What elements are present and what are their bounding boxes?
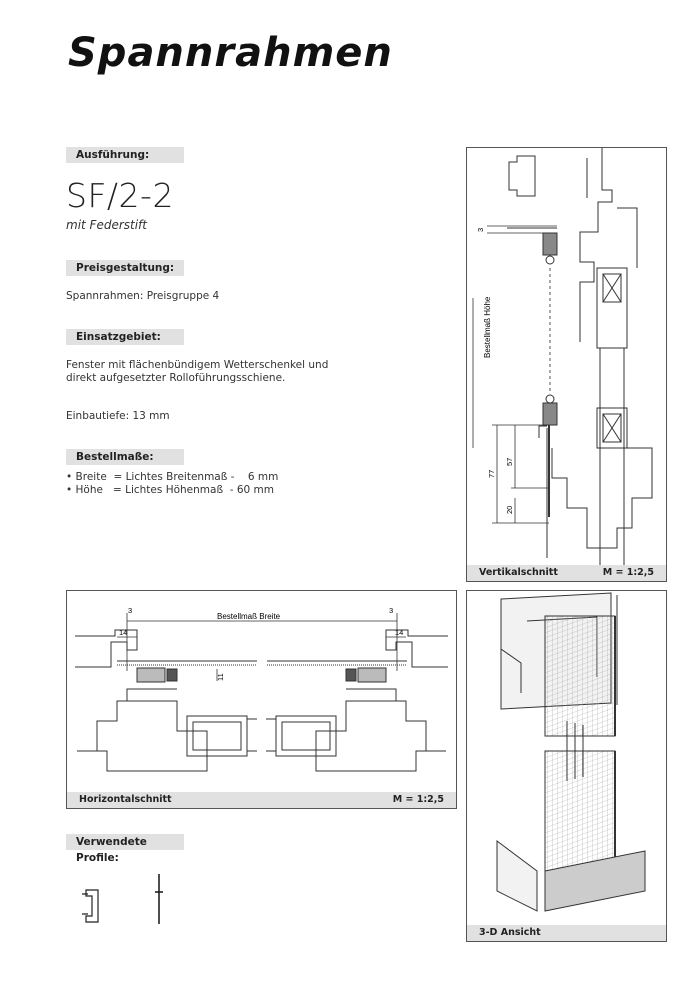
section-bestellmasse: Bestellmaße: (66, 449, 184, 465)
section-einsatzgebiet: Einsatzgebiet: (66, 329, 184, 345)
dim-77: 77 (487, 469, 496, 478)
horizontal-section-caption (67, 792, 456, 808)
dim-20: 20 (505, 505, 514, 514)
vertical-section-panel (466, 147, 667, 582)
model-subtitle: mit Federstift (66, 218, 147, 232)
profile-pin-icon (155, 874, 163, 924)
view-3d-caption-label: 3-D Ansicht (479, 927, 541, 938)
vertical-section-drawing (467, 148, 666, 565)
horizontal-scale: M = 1:2,5 (392, 794, 444, 805)
dim-3-right: 3 (389, 606, 394, 615)
horizontal-section-panel (66, 590, 457, 809)
einsatz-text: Fenster mit flächenbündigem Wetterschenkel und direkt aufgesetzter Rolloführungsschiene. (66, 359, 329, 384)
view-3d-panel (466, 590, 667, 942)
dim-57: 57 (505, 457, 514, 466)
bestell-line-breite: • Breite = Lichtes Breitenmaß - 6 mm (66, 471, 279, 483)
model-code: SF/2-2 (66, 176, 174, 215)
view-3d-drawing (467, 591, 666, 925)
section-verwendete-profile: Verwendete Profile: (66, 834, 184, 850)
vertical-scale: M = 1:2,5 (602, 567, 654, 578)
section-ausfuehrung: Ausführung: (66, 147, 184, 163)
dim-3-vertical: 3 (476, 227, 485, 232)
vertical-caption-label: Vertikalschnitt (479, 567, 558, 578)
vertical-section-caption (467, 565, 666, 581)
dim-3-left: 3 (128, 606, 133, 615)
page-title: Spannrahmen (68, 30, 393, 76)
dim-bestellmass-hoehe: Bestellmaß Höhe (483, 296, 492, 358)
dim-14-right: 14 (395, 628, 404, 637)
dim-bestellmass-breite: Bestellmaß Breite (217, 612, 281, 621)
dim-14-left: 14 (119, 628, 128, 637)
section-preisgestaltung: Preisgestaltung: (66, 260, 184, 276)
profile-icons (72, 872, 172, 932)
horizontal-section-drawing (67, 591, 456, 792)
einbautiefe-text: Einbautiefe: 13 mm (66, 410, 170, 422)
bestell-line-hoehe: • Höhe = Lichtes Höhenmaß - 60 mm (66, 484, 275, 496)
dim-11: 11 (216, 673, 225, 681)
horizontal-caption-label: Horizontalschnitt (79, 794, 172, 805)
view-3d-caption (467, 925, 666, 941)
profile-u-icon (82, 890, 98, 922)
preis-text: Spannrahmen: Preisgruppe 4 (66, 290, 220, 302)
